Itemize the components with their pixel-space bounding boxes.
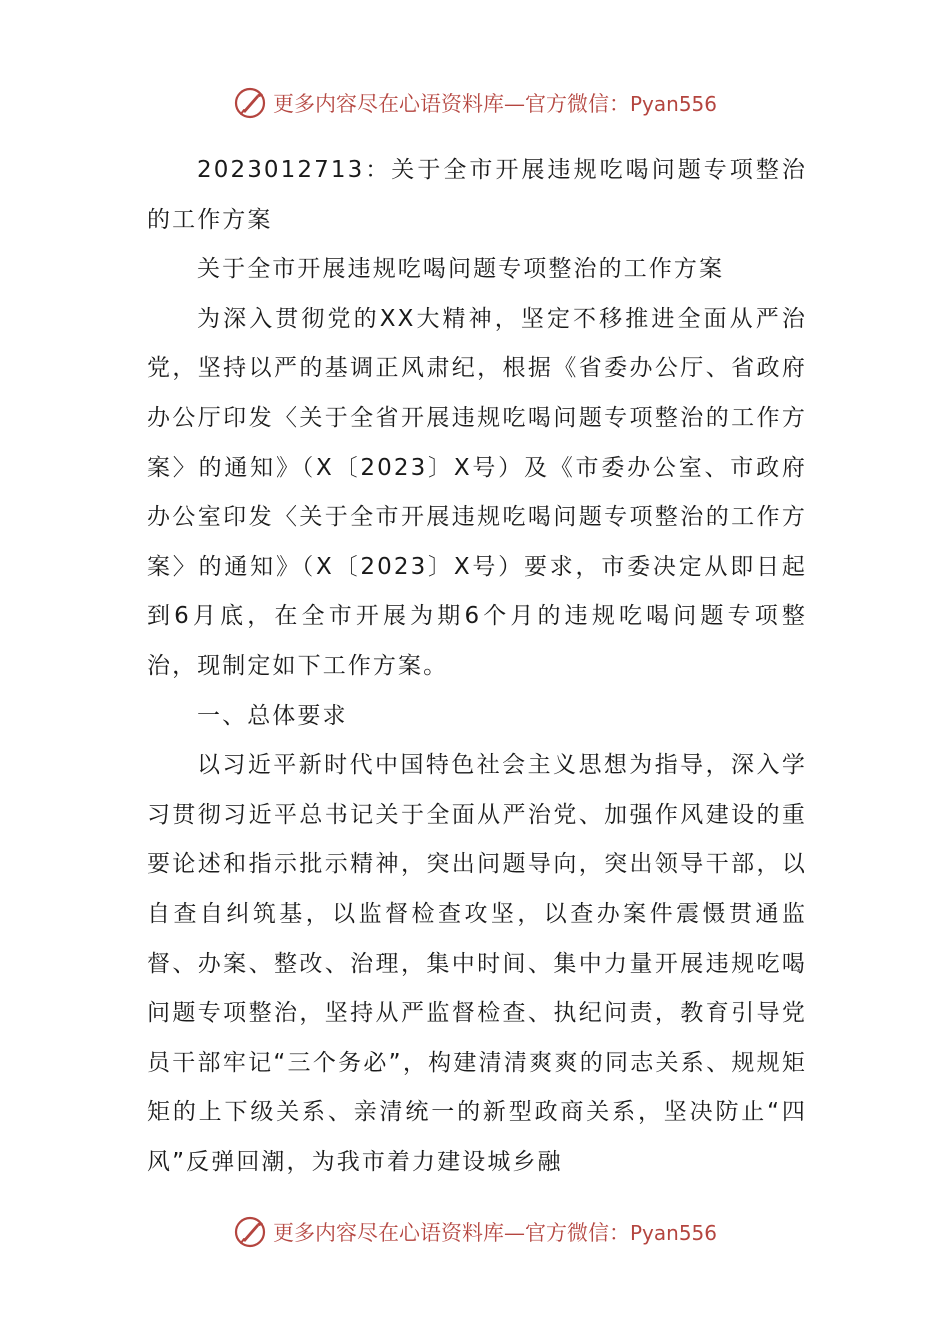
document-title: 2023012713：关于全市开展违规吃喝问题专项整治的工作方案 <box>147 157 807 233</box>
section-paragraph: 以习近平新时代中国特色社会主义思想为指导，深入学习贯彻习近平总书记关于全面从严治党、加强作风建设的重要论述和指示批示精神，突出问题导向，突出领导干部，以自查自纠筑基，以监督检查攻坚，以查办案件震慑贯通监督、办案、整改、治理，集中时间、集中力量开展违规吃喝问题专项整治，坚持从严监督检查、执纪问责，教育引导党员干部牢记“三个务必”，构建清清爽爽的同志关系、规规矩矩的上下级关系、亲清统一的新型政商关系，坚决防止“四风”反弹回潮，为我市着力建设城乡融 <box>147 752 807 1175</box>
document-body <box>147 146 807 1187</box>
section-heading: 一、总体要求 <box>197 702 348 729</box>
wechat-id: Pyan556 <box>629 92 717 116</box>
wechat-id: Pyan556 <box>629 1221 717 1245</box>
quill-pen-icon <box>233 86 267 120</box>
intro-paragraph: 为深入贯彻党的XX大精神，坚定不移推进全面从严治党，坚持以严的基调正风肃纪，根据《省委办公厅、省政府办公厅印发〈关于全省开展违规吃喝问题专项整治的工作方案〉的通知》（X〔2023〕X号）及《市委办公室、市政府办公室印发〈关于全市开展违规吃喝问题专项整治的工作方案〉的通知》（X〔2023〕X号）要求，市委决定从即日起到6月底，在全市开展为期6个月的违规吃喝问题专项整治，现制定如下工作方案。 <box>147 305 807 679</box>
header-watermark <box>0 83 950 123</box>
quill-pen-icon <box>233 1215 267 1249</box>
watermark-text: 更多内容尽在心语资料库—官方微信：Pyan556 <box>272 1221 717 1245</box>
footer-watermark <box>0 1212 950 1252</box>
watermark-text: 更多内容尽在心语资料库—官方微信：Pyan556 <box>272 92 717 116</box>
document-subtitle: 关于全市开展违规吃喝问题专项整治的工作方案 <box>197 256 725 283</box>
